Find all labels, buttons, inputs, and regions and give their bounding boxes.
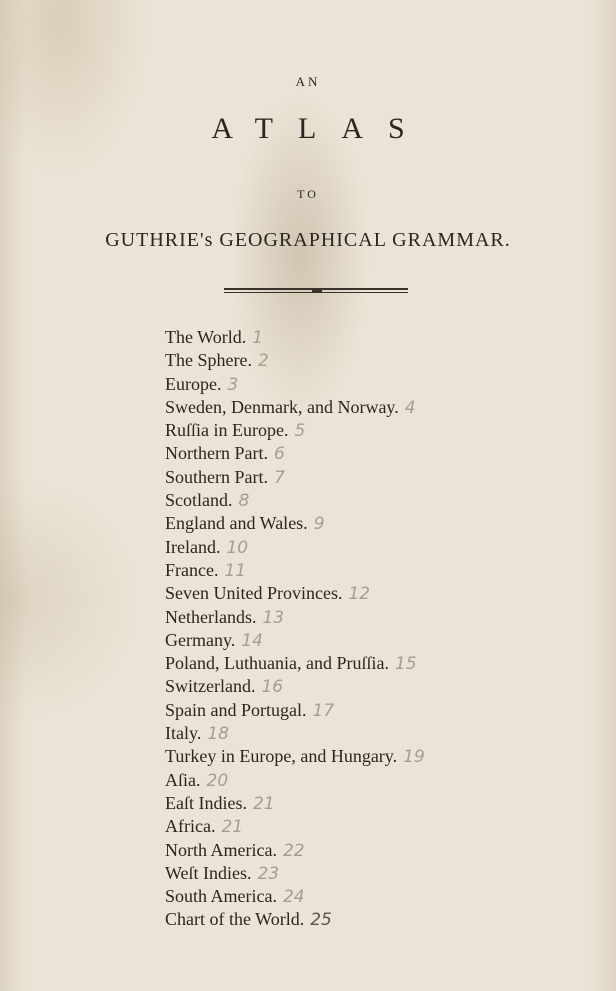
- list-item-title: Ruſſia in Europe.: [165, 420, 289, 441]
- handwritten-number: 9: [313, 514, 325, 535]
- handwritten-number: 13: [262, 607, 285, 628]
- list-item: [165, 699, 585, 722]
- list-item-title: France.: [165, 559, 219, 580]
- list-item: [165, 442, 585, 465]
- handwritten-number: 20: [206, 770, 229, 791]
- list-item-title: Germany.: [165, 629, 236, 650]
- list-item: [165, 466, 585, 489]
- list-item: [165, 606, 585, 629]
- list-item: [165, 862, 585, 885]
- list-item-title: England and Wales.: [165, 513, 308, 534]
- handwritten-number: 21: [252, 793, 275, 814]
- handwritten-number: 18: [207, 724, 229, 745]
- heading-an: AN: [295, 74, 321, 89]
- contents-list: [165, 326, 585, 932]
- handwritten-number: 10: [226, 537, 249, 558]
- handwritten-number: 15: [394, 654, 417, 675]
- list-item-title: Ireland.: [165, 536, 221, 557]
- handwritten-number: 22: [282, 840, 305, 861]
- list-item: [165, 839, 585, 862]
- list-item: [165, 815, 585, 838]
- handwritten-number: 25: [310, 910, 332, 931]
- handwritten-number: 17: [312, 700, 335, 721]
- handwritten-number: 7: [274, 467, 285, 488]
- list-item-title: Weſt Indies.: [165, 862, 252, 883]
- list-item-title: Southern Part.: [165, 466, 268, 487]
- list-item-title: Aſia.: [165, 769, 201, 790]
- list-item: [165, 349, 585, 372]
- list-item-title: Turkey in Europe, and Hungary.: [165, 746, 398, 767]
- heading-grammar: GUTHRIE's GEOGRAPHICAL GRAMMAR.: [105, 229, 511, 251]
- handwritten-number: 4: [404, 397, 416, 418]
- list-item-title: Eaſt Indies.: [165, 792, 247, 813]
- list-item: [165, 629, 585, 652]
- list-item-title: Africa.: [165, 816, 216, 837]
- list-item: [165, 419, 585, 442]
- list-item-title: Switzerland.: [165, 676, 256, 697]
- list-item: [165, 885, 585, 908]
- list-item: [165, 373, 585, 396]
- heading-to: TO: [297, 187, 319, 201]
- handwritten-number: 3: [227, 374, 239, 395]
- list-item-title: Seven United Provinces.: [165, 583, 343, 604]
- list-item-title: Italy.: [165, 723, 202, 744]
- handwritten-number: 14: [241, 630, 263, 651]
- handwritten-number: 12: [348, 584, 371, 605]
- list-item: [165, 512, 585, 535]
- handwritten-number: 21: [221, 817, 244, 838]
- list-item: [165, 722, 585, 745]
- handwritten-number: 8: [238, 491, 250, 512]
- list-item-title: Poland, Luthuania, and Pruſſia.: [165, 653, 389, 674]
- handwritten-number: 24: [282, 887, 305, 908]
- heading-atlas: ATLAS: [211, 112, 430, 145]
- handwritten-number: 2: [257, 351, 269, 372]
- handwritten-number: 16: [261, 677, 284, 698]
- list-item: [165, 582, 585, 605]
- list-item: [165, 396, 585, 419]
- handwritten-number: 1: [252, 328, 264, 348]
- list-item-title: Sweden, Denmark, and Norway.: [165, 396, 399, 417]
- list-item-title: South America.: [165, 886, 277, 907]
- handwritten-number: 23: [257, 863, 280, 884]
- list-item-title: Northern Part.: [165, 443, 268, 464]
- list-item-title: Chart of the World.: [165, 909, 305, 930]
- list-item: [165, 536, 585, 559]
- handwritten-number: 5: [294, 421, 306, 442]
- list-item: [165, 675, 585, 698]
- list-item-title: North America.: [165, 839, 277, 860]
- list-item-title: Spain and Portugal.: [165, 699, 307, 720]
- list-item: [165, 559, 585, 582]
- list-item-title: Scotland.: [165, 490, 233, 511]
- list-item: [165, 792, 585, 815]
- list-item: [165, 769, 585, 792]
- handwritten-number: 19: [403, 747, 425, 768]
- list-item: [165, 326, 585, 349]
- list-item: [165, 745, 585, 768]
- list-item-title: Europe.: [165, 373, 222, 394]
- list-item-title: The World.: [165, 327, 247, 347]
- list-item-title: The Sphere.: [165, 350, 252, 371]
- list-item: [165, 652, 585, 675]
- list-item: [165, 489, 585, 512]
- ornamental-rule: [224, 288, 408, 293]
- list-item-title: Netherlands.: [165, 606, 257, 627]
- list-item: [165, 908, 585, 931]
- handwritten-number: 6: [273, 444, 285, 465]
- handwritten-number: 11: [224, 560, 247, 581]
